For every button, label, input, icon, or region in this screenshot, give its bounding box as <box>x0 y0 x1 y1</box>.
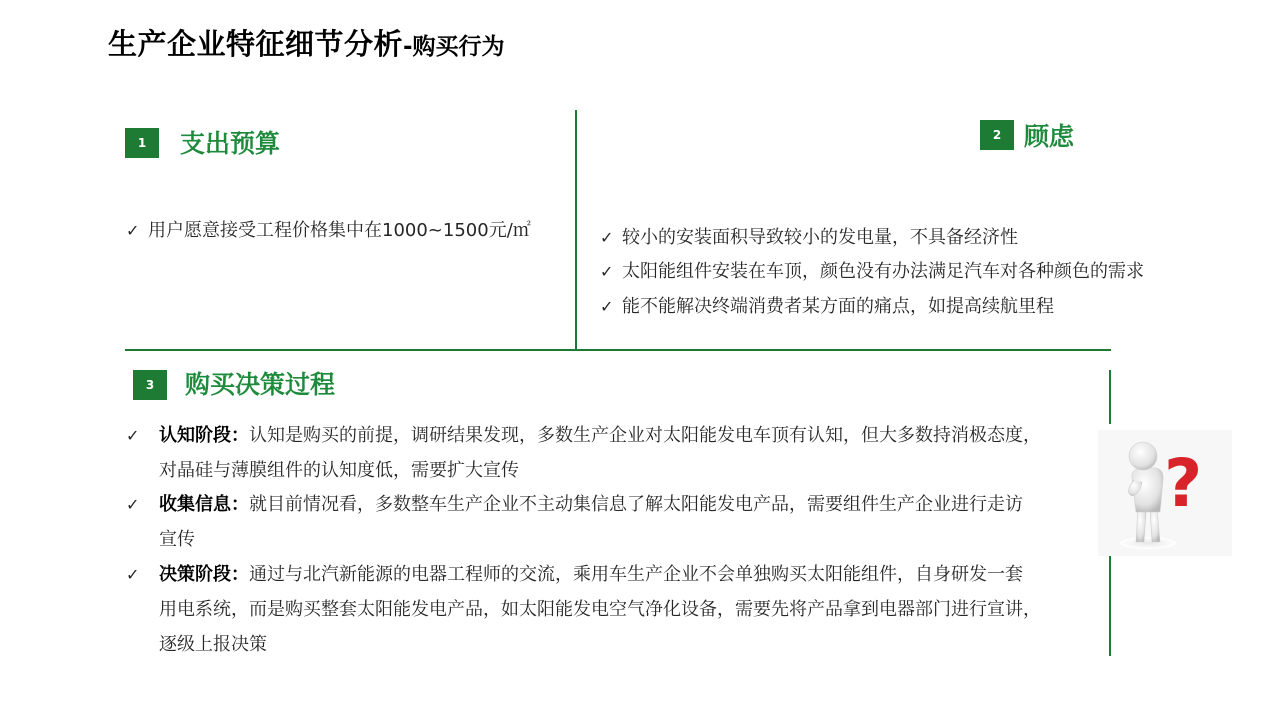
section-2-number: 2 <box>992 128 1002 142</box>
check-icon: ✓ <box>126 565 140 584</box>
check-icon: ✓ <box>126 426 140 445</box>
stage-lead: 认知阶段： <box>159 425 249 446</box>
section-3-number-badge <box>133 370 167 400</box>
svg-text:?: ? <box>1164 445 1203 522</box>
check-icon: ✓ <box>600 297 614 316</box>
section-2-bullet-text: 太阳能组件安装在车顶，颜色没有办法满足汽车对各种颜色的需求 <box>622 261 1144 282</box>
stage-text-line: 对晶硅与薄膜组件的认知度低，需要扩大宣传 <box>159 460 519 481</box>
thinking-person-question-mark-icon <box>1098 430 1232 556</box>
stage-text-line: 认知是购买的前提，调研结果发现，多数生产企业对太阳能发电车顶有认知，但大多数持消极态度， <box>249 425 1041 446</box>
section-2-number-badge <box>980 120 1014 150</box>
right-divider-lower <box>1109 556 1111 656</box>
section-2-bullet <box>600 226 1018 250</box>
stage-text-line: 用电系统，而是购买整套太阳能发电产品，如太阳能发电空气净化设备，需要先将产品拿到电器部门进行宣讲， <box>159 599 1041 620</box>
horizontal-divider <box>125 349 1111 351</box>
title-main: 生产企业特征细节分析 <box>108 27 404 61</box>
page-title <box>108 22 505 63</box>
title-sub: -购买行为 <box>403 34 505 60</box>
stage-item-decision <box>126 557 1086 662</box>
section-2-bullet-text: 能不能解决终端消费者某方面的痛点，如提高续航里程 <box>622 296 1054 317</box>
section-2-bullet-text: 较小的安装面积导致较小的发电量，不具备经济性 <box>622 227 1018 248</box>
vertical-divider <box>575 110 577 350</box>
section-1-number: 1 <box>137 136 147 150</box>
check-icon: ✓ <box>600 262 614 281</box>
stage-text-line: 逐级上报决策 <box>159 634 267 655</box>
stage-lead: 决策阶段： <box>159 564 249 585</box>
section-2-bullet <box>600 260 1144 284</box>
section-2-bullet <box>600 295 1054 319</box>
stage-text-line: 宣传 <box>159 529 195 550</box>
stage-item-awareness <box>126 418 1086 488</box>
section-1-heading: 支出预算 <box>180 129 281 158</box>
section-1-number-badge <box>125 128 159 158</box>
section-1-bullet-text: 用户愿意接受工程价格集中在1000~1500元/㎡ <box>148 220 531 241</box>
section-1-bullet <box>126 219 531 243</box>
section-3-number: 3 <box>145 378 155 392</box>
stage-lead: 收集信息： <box>159 494 249 515</box>
check-icon: ✓ <box>126 221 140 240</box>
stage-item-info-collection <box>126 487 1086 557</box>
check-icon: ✓ <box>126 495 140 514</box>
check-icon: ✓ <box>600 228 614 247</box>
right-divider-upper <box>1109 370 1111 424</box>
stage-text-line: 通过与北汽新能源的电器工程师的交流，乘用车生产企业不会单独购买太阳能组件，自身研发一套 <box>249 564 1023 585</box>
section-2-heading: 顾虑 <box>1024 122 1075 151</box>
stage-text-line: 就目前情况看，多数整车生产企业不主动集信息了解太阳能发电产品，需要组件生产企业进行走访 <box>249 494 1023 515</box>
section-3-heading: 购买决策过程 <box>185 370 336 399</box>
